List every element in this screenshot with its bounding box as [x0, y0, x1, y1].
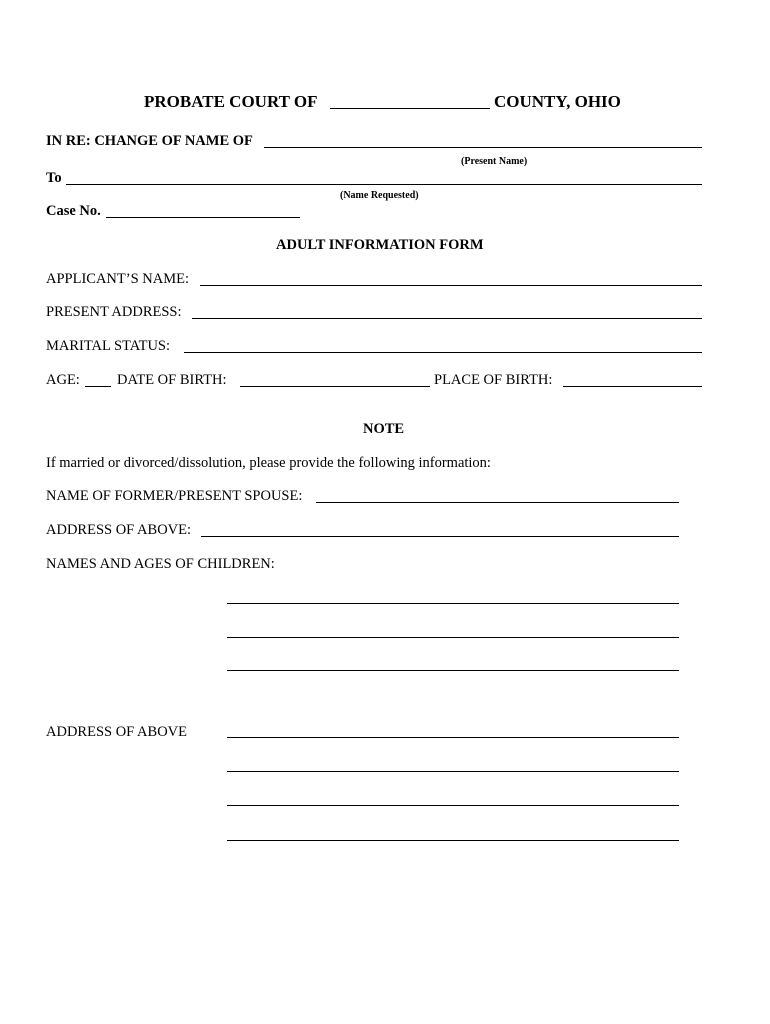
children-address-blank[interactable] [227, 771, 679, 772]
present-name-blank[interactable] [264, 147, 702, 148]
to-label: To [46, 170, 62, 186]
name-requested-blank[interactable] [66, 184, 702, 185]
in-re-label: IN RE: CHANGE OF NAME OF [46, 133, 253, 149]
case-no-label: Case No. [46, 203, 101, 219]
children-label: NAMES AND AGES OF CHILDREN: [46, 556, 275, 572]
spouse-name-label: NAME OF FORMER/PRESENT SPOUSE: [46, 488, 303, 504]
pob-blank[interactable] [563, 386, 702, 387]
children-address-blank[interactable] [227, 805, 679, 806]
dob-blank[interactable] [240, 386, 430, 387]
spouse-address-blank[interactable] [201, 536, 679, 537]
present-address-label: PRESENT ADDRESS: [46, 304, 182, 320]
children-address-blank[interactable] [227, 737, 679, 738]
spouse-name-blank[interactable] [316, 502, 679, 503]
county-blank[interactable] [330, 108, 490, 109]
children-blank[interactable] [227, 603, 679, 604]
form-title: ADULT INFORMATION FORM [276, 237, 484, 253]
applicant-name-label: APPLICANT’S NAME: [46, 271, 189, 287]
children-address-label: ADDRESS OF ABOVE [46, 724, 187, 740]
marital-status-blank[interactable] [184, 352, 702, 353]
marital-status-label: MARITAL STATUS: [46, 338, 171, 354]
children-blank[interactable] [227, 637, 679, 638]
pob-label: PLACE OF BIRTH: [434, 372, 553, 388]
present-address-blank[interactable] [192, 318, 702, 319]
age-label: AGE: [46, 372, 80, 388]
name-requested-caption: (Name Requested) [340, 190, 419, 201]
note-heading: NOTE [363, 421, 405, 437]
dob-label: DATE OF BIRTH: [117, 372, 227, 388]
age-blank[interactable] [85, 386, 111, 387]
note-instruction: If married or divorced/dissolution, please provide the following information: [46, 455, 491, 471]
case-no-blank[interactable] [106, 217, 300, 218]
children-blank[interactable] [227, 670, 679, 671]
applicant-name-blank[interactable] [200, 285, 702, 286]
court-prefix: PROBATE COURT OF [144, 92, 318, 111]
present-name-caption: (Present Name) [461, 156, 528, 167]
children-address-blank[interactable] [227, 840, 679, 841]
spouse-address-label: ADDRESS OF ABOVE: [46, 522, 192, 538]
court-suffix: COUNTY, OHIO [494, 92, 621, 111]
